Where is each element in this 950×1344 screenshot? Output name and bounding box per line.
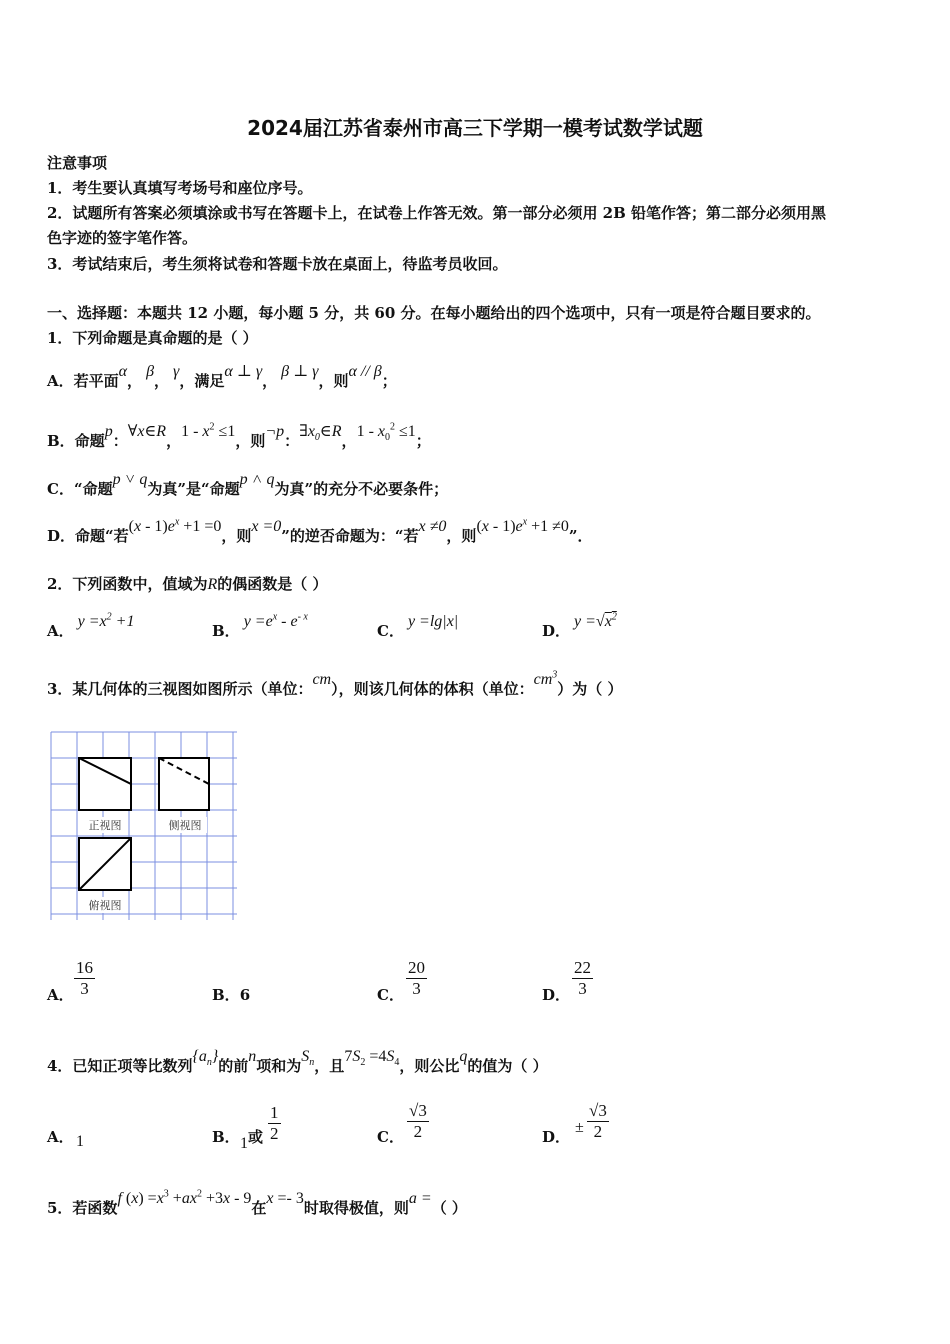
q1-option-d: D．命题“若$(x - 1)e^x +1 =0$，则x =0”的逆否命题为：“若x ≠0，则$(x - 1)e^x +1 \ne 0$”．	[47, 516, 593, 545]
q2-option-d: D． $y =√x^2$	[542, 611, 617, 640]
q1-option-b: B．命题p：∀x∈R，$1 - x^2 \le 1$，则¬p：$\exists x_0\in R$，$1 - x_0^2 \le 1$；	[47, 421, 431, 450]
q3-option-b: B．6	[212, 986, 251, 1004]
q2-option-b: B． $y =e^x - e^{- x}$	[212, 611, 308, 640]
question-3-stem: 3．某几何体的三视图如图所示（单位：cm），则该几何体的体积（单位：$cm^3$）为（ ）	[47, 669, 623, 698]
front-view-square	[79, 758, 131, 810]
side-view-square	[159, 758, 209, 810]
q3-option-a-label: A．	[47, 986, 74, 1004]
three-view-figure	[49, 730, 239, 922]
question-2-stem: 2．下列函数中，值域为R的偶函数是（ ）	[47, 575, 328, 593]
notice-item: 色字迹的签字笔作答。	[47, 229, 198, 247]
q1-option-c: C．“命题p ˅ q为真”是“命题p ˄ q为真”的充分不必要条件；	[47, 471, 449, 498]
q4-option-b-label: B．	[212, 1128, 240, 1146]
q3-option-c-fraction: $\frac{20}{3}$	[408, 958, 425, 998]
q3-option-d-label: D．	[542, 986, 571, 1004]
question-5-stem: 5．若函数f $(x) =x^3 +ax^2 +3x - 9$在x =- 3时取得极值，则a =（ ）	[47, 1188, 467, 1217]
q3-option-c-label: C．	[377, 986, 404, 1004]
q3-option-d-fraction: $\frac{22}{3}$	[574, 958, 591, 998]
q4-option-b-prefix: 1或	[240, 1128, 264, 1152]
notice-heading: 注意事项	[47, 154, 108, 172]
front-view-label: 正视图	[88, 819, 122, 832]
q2-option-c: C． y =lg|x|	[377, 613, 459, 640]
page-title: 2024届江苏省泰州市高三下学期一模考试数学试题	[247, 116, 703, 140]
q4-option-a-label: A．	[47, 1128, 74, 1146]
q4-option-c-fraction: $\frac{√3}{2}$	[409, 1101, 427, 1141]
q4-option-d-sign: ±	[575, 1119, 584, 1136]
notice-item: 1．考生要认真填写考场号和座位序号。	[47, 179, 313, 197]
q4-option-d-label: D．	[542, 1128, 571, 1146]
q4-option-a-value: 1	[76, 1133, 84, 1150]
side-view-label: 侧视图	[168, 819, 202, 832]
q3-option-a-fraction: $\frac{16}{3}$	[76, 958, 93, 998]
question-4-stem: 4．已知正项等比数列$\{a_n\}$的前n项和为$S_n$，且$7S_2 =4S_4$，则公比q的值为（ ）	[47, 1048, 548, 1075]
notice-item: 2．试题所有答案必须填涂或书写在答题卡上，在试卷上作答无效。第一部分必须用 2B 铅笔作答；第二部分必须用黑	[47, 204, 827, 222]
notice-item: 3．考试结束后，考生须将试卷和答题卡放在桌面上，待监考员收回。	[47, 255, 508, 273]
section-heading: 一、选择题：本题共 12 小题，每小题 5 分，共 60 分。在每小题给出的四个选项中，只有一项是符合题目要求的。	[47, 304, 821, 322]
top-view-label: 俯视图	[88, 899, 122, 912]
q4-option-d-fraction: $\frac{√3}{2}$	[589, 1101, 607, 1141]
q4-option-b-fraction: $\frac{1}{2}$	[270, 1103, 279, 1143]
q1-option-a: A．若平面α， β， γ，满足α ⊥ γ， β ⊥ γ，则α // β；	[47, 363, 397, 390]
question-1-stem: 1．下列命题是真命题的是（ ）	[47, 329, 258, 347]
q2-option-a: A． $y =x^2 +1$	[47, 611, 135, 640]
q4-option-c-label: C．	[377, 1128, 404, 1146]
